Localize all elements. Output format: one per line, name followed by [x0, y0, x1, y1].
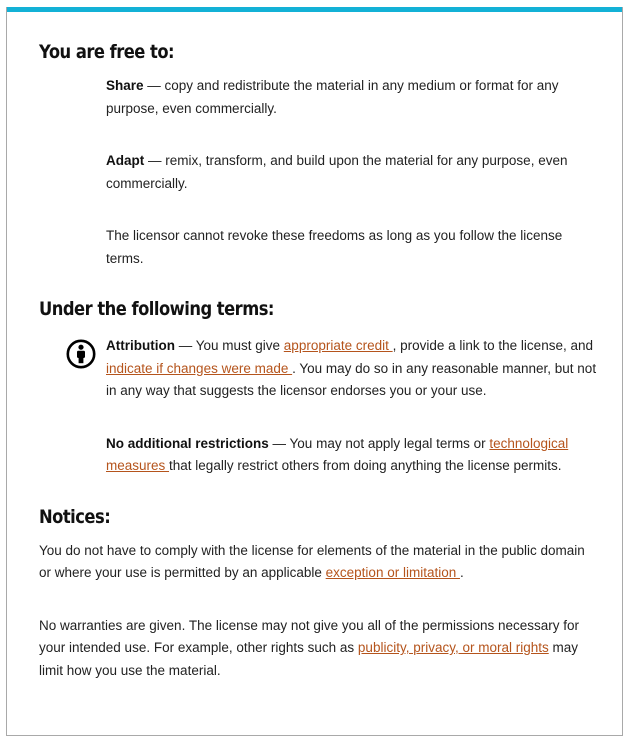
- exception-limitation-link[interactable]: exception or limitation: [325, 565, 460, 580]
- notice2-text-1: No warranties are given. The license may not give you all of the permissions necessary for your intended use. For example, other rights such as: [39, 617, 580, 655]
- attribution-text-1: — You must give: [174, 338, 284, 353]
- share-paragraph: [106, 75, 599, 120]
- attribution-row: [39, 335, 599, 403]
- share-text: — copy and redistribute the material in any medium or format for any purpose, even commercially.: [106, 78, 559, 116]
- terms-heading: Under the following terms:: [39, 298, 274, 320]
- notices-heading: Notices:: [39, 505, 111, 528]
- attribution-person-icon: [66, 339, 96, 369]
- notice2-text-2: may limit how you use the material.: [39, 640, 578, 678]
- appropriate-credit-link[interactable]: appropriate credit: [283, 338, 393, 353]
- attribution-paragraph: [106, 335, 599, 403]
- indicate-changes-link[interactable]: indicate if changes were made: [106, 360, 293, 376]
- attribution-text-2: , provide a link to the license, and: [392, 338, 593, 353]
- revoke-paragraph: The licensor cannot revoke these freedoms as long as you follow the license terms.: [106, 228, 563, 266]
- no-restrictions-term: No additional restrictions: [106, 435, 269, 451]
- free-heading: You are free to:: [39, 41, 175, 63]
- notice-warranties: [39, 615, 599, 683]
- publicity-privacy-link[interactable]: publicity, privacy, or moral rights: [357, 640, 549, 655]
- license-card: [6, 7, 623, 736]
- technological-measures-link[interactable]: technological measures: [106, 435, 569, 473]
- notice-public-domain: [39, 540, 599, 585]
- license-content: [39, 37, 599, 682]
- adapt-term: Adapt: [106, 153, 145, 168]
- share-term: Share: [106, 78, 144, 93]
- no-restrictions-paragraph: [106, 433, 599, 478]
- no-restrictions-text-2: that legally restrict others from doing anything the license permits.: [169, 458, 562, 473]
- attribution-text-3: . You may do so in any reasonable manner, but not in any way that suggests the licensor endorses you or your use.: [106, 360, 597, 398]
- accent-top-bar: [7, 7, 622, 12]
- attribution-term: Attribution: [106, 338, 175, 353]
- no-restrictions-text-1: — You may not apply legal terms or: [268, 435, 490, 451]
- notice1-text-1: You do not have to comply with the license for elements of the material in the public domain or where your use is permitted by an applicable: [39, 542, 585, 580]
- adapt-text: — remix, transform, and build upon the material for any purpose, even commercially.: [106, 153, 568, 191]
- notice1-text-2: .: [459, 565, 464, 580]
- adapt-paragraph: [106, 150, 599, 195]
